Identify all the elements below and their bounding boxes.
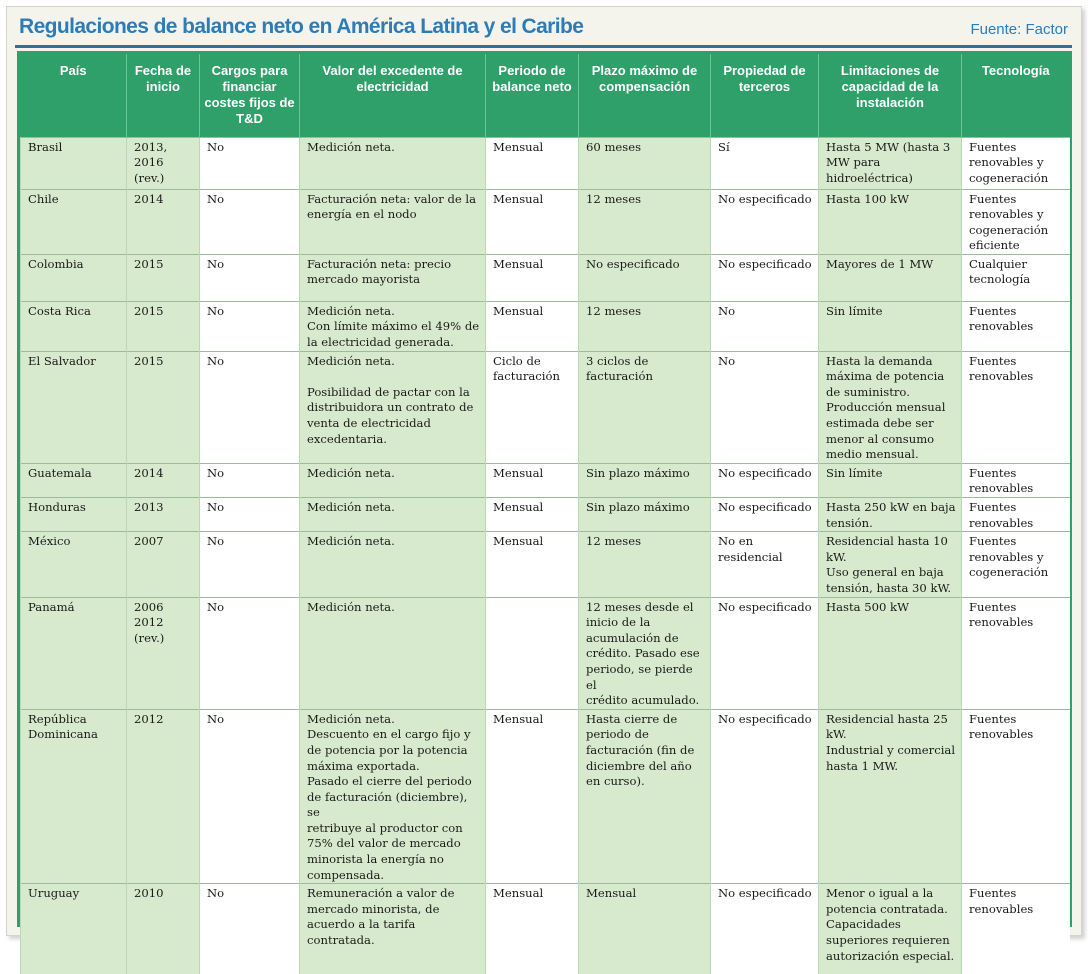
- column-header-valor: Valor del excedente de electricidad: [300, 54, 486, 137]
- cell-valor: Medición neta.: [300, 463, 486, 497]
- cell-fecha: 2015: [127, 254, 200, 301]
- infographic-frame: [6, 6, 1082, 963]
- column-header-limitaciones: Limitaciones de capacidad de la instalación: [819, 54, 962, 137]
- cell-plazo: 12 meses: [579, 532, 711, 597]
- table-row: [21, 709, 1070, 884]
- cell-tecnologia: Fuentes renovables: [962, 463, 1070, 497]
- cell-tecnologia: Cualquier tecnología: [962, 254, 1070, 301]
- cell-propiedad: No: [711, 351, 819, 463]
- cell-pais: Guatemala: [21, 463, 127, 497]
- cell-propiedad: No especificado: [711, 189, 819, 254]
- cell-cargos: No: [200, 709, 300, 884]
- cell-propiedad: No: [711, 301, 819, 351]
- cell-tecnologia: Fuentes renovables: [962, 884, 1070, 974]
- cell-cargos: No: [200, 189, 300, 254]
- cell-limitaciones: Hasta 100 kW: [819, 189, 962, 254]
- cell-fecha: 2006 2012 (rev.): [127, 597, 200, 709]
- cell-propiedad: No especificado: [711, 709, 819, 884]
- column-header-cargos: Cargos para financiar costes fijos de T&D: [200, 54, 300, 137]
- table-row: [21, 137, 1070, 189]
- cell-periodo: Mensual: [486, 254, 579, 301]
- cell-plazo: Hasta cierre de periodo de facturación (fin de diciembre del año en curso).: [579, 709, 711, 884]
- table-row: [21, 351, 1070, 463]
- cell-limitaciones: Sin límite: [819, 301, 962, 351]
- cell-periodo: Mensual: [486, 463, 579, 497]
- cell-plazo: 60 meses: [579, 137, 711, 189]
- cell-cargos: No: [200, 532, 300, 597]
- cell-cargos: No: [200, 884, 300, 974]
- table-row: [21, 532, 1070, 597]
- regulations-table-wrapper: [17, 51, 1072, 963]
- cell-periodo: Ciclo de facturación: [486, 351, 579, 463]
- cell-limitaciones: Residencial hasta 10 kW. Uso general en baja tensión, hasta 30 kW.: [819, 532, 962, 597]
- cell-valor: Remuneración a valor de mercado minorista, de acuerdo a la tarifa contratada.: [300, 884, 486, 974]
- column-header-fecha: Fecha de inicio: [127, 54, 200, 137]
- cell-propiedad: Sí: [711, 137, 819, 189]
- cell-plazo: 12 meses desde el inicio de la acumulación de crédito. Pasado ese periodo, se pierde el crédito acumulado.: [579, 597, 711, 709]
- column-header-pais: País: [21, 54, 127, 137]
- cell-periodo: Mensual: [486, 532, 579, 597]
- regulations-table: [20, 54, 1070, 974]
- cell-cargos: No: [200, 463, 300, 497]
- table-row: [21, 597, 1070, 709]
- cell-plazo: Sin plazo máximo: [579, 463, 711, 497]
- table-row: [21, 463, 1070, 497]
- cell-pais: Panamá: [21, 597, 127, 709]
- cell-pais: Honduras: [21, 498, 127, 532]
- cell-pais: Brasil: [21, 137, 127, 189]
- source-credit: Fuente: Factor: [970, 21, 1068, 38]
- cell-fecha: 2015: [127, 351, 200, 463]
- cell-tecnologia: Fuentes renovables y cogeneración: [962, 532, 1070, 597]
- cell-valor: Medición neta.: [300, 532, 486, 597]
- cell-valor: Medición neta.: [300, 498, 486, 532]
- cell-pais: Chile: [21, 189, 127, 254]
- table-body: [21, 137, 1070, 974]
- cell-valor: Medición neta.: [300, 137, 486, 189]
- cell-plazo: Sin plazo máximo: [579, 498, 711, 532]
- cell-tecnologia: Fuentes renovables y cogeneración eficiente: [962, 189, 1070, 254]
- table-row: [21, 189, 1070, 254]
- cell-valor: Facturación neta: precio mercado mayorista: [300, 254, 486, 301]
- cell-propiedad: No especificado: [711, 254, 819, 301]
- cell-plazo: 12 meses: [579, 189, 711, 254]
- cell-propiedad: No en residencial: [711, 532, 819, 597]
- cell-plazo: 3 ciclos de facturación: [579, 351, 711, 463]
- cell-periodo: Mensual: [486, 189, 579, 254]
- cell-cargos: No: [200, 254, 300, 301]
- cell-fecha: 2015: [127, 301, 200, 351]
- cell-pais: Colombia: [21, 254, 127, 301]
- cell-fecha: 2014: [127, 463, 200, 497]
- cell-pais: México: [21, 532, 127, 597]
- cell-limitaciones: Menor o igual a la potencia contratada. Capacidades superiores requieren autorización especial.: [819, 884, 962, 974]
- cell-periodo: Mensual: [486, 884, 579, 974]
- cell-periodo: Mensual: [486, 137, 579, 189]
- cell-cargos: No: [200, 498, 300, 532]
- cell-propiedad: No especificado: [711, 597, 819, 709]
- page-title: Regulaciones de balance neto en América Latina y el Caribe: [19, 15, 584, 38]
- cell-periodo: Mensual: [486, 498, 579, 532]
- column-header-tecnologia: Tecnología: [962, 54, 1070, 137]
- column-header-plazo: Plazo máximo de compensación: [579, 54, 711, 137]
- cell-pais: El Salvador: [21, 351, 127, 463]
- cell-plazo: Mensual: [579, 884, 711, 974]
- cell-valor: Medición neta. Con límite máximo el 49% de la electricidad generada.: [300, 301, 486, 351]
- cell-propiedad: No especificado: [711, 884, 819, 974]
- cell-tecnologia: Fuentes renovables: [962, 498, 1070, 532]
- cell-valor: Medición neta.: [300, 597, 486, 709]
- cell-limitaciones: Hasta 250 kW en baja tensión.: [819, 498, 962, 532]
- cell-valor: Medición neta. Descuento en el cargo fijo y de potencia por la potencia máxima exportada. Pasado el cierre del periodo de facturación (diciembre), se retribuye al productor con 75% del valor de mercado minorista la energía no compensada.: [300, 709, 486, 884]
- cell-propiedad: No especificado: [711, 498, 819, 532]
- cell-tecnologia: Fuentes renovables: [962, 597, 1070, 709]
- cell-limitaciones: Hasta 5 MW (hasta 3 MW para hidroeléctrica): [819, 137, 962, 189]
- cell-fecha: 2013, 2016 (rev.): [127, 137, 200, 189]
- cell-cargos: No: [200, 137, 300, 189]
- cell-plazo: No especificado: [579, 254, 711, 301]
- cell-limitaciones: Hasta 500 kW: [819, 597, 962, 709]
- cell-cargos: No: [200, 597, 300, 709]
- cell-plazo: 12 meses: [579, 301, 711, 351]
- cell-periodo: Mensual: [486, 709, 579, 884]
- cell-fecha: 2010: [127, 884, 200, 974]
- cell-limitaciones: Sin límite: [819, 463, 962, 497]
- cell-tecnologia: Fuentes renovables: [962, 301, 1070, 351]
- cell-limitaciones: Mayores de 1 MW: [819, 254, 962, 301]
- cell-cargos: No: [200, 301, 300, 351]
- column-header-propiedad: Propiedad de terceros: [711, 54, 819, 137]
- cell-periodo: [486, 597, 579, 709]
- cell-valor: Medición neta. Posibilidad de pactar con la distribuidora un contrato de venta de electricidad excedentaria.: [300, 351, 486, 463]
- table-row: [21, 884, 1070, 974]
- cell-fecha: 2012: [127, 709, 200, 884]
- cell-pais: Costa Rica: [21, 301, 127, 351]
- cell-limitaciones: Residencial hasta 25 kW. Industrial y comercial hasta 1 MW.: [819, 709, 962, 884]
- cell-valor: Facturación neta: valor de la energía en el nodo: [300, 189, 486, 254]
- table-row: [21, 498, 1070, 532]
- cell-tecnologia: Fuentes renovables: [962, 709, 1070, 884]
- cell-cargos: No: [200, 351, 300, 463]
- column-header-periodo: Periodo de balance neto: [486, 54, 579, 137]
- table-row: [21, 254, 1070, 301]
- cell-limitaciones: Hasta la demanda máxima de potencia de suministro. Producción mensual estimada debe ser menor al consumo medio mensual.: [819, 351, 962, 463]
- table-row: [21, 301, 1070, 351]
- cell-tecnologia: Fuentes renovables y cogeneración: [962, 137, 1070, 189]
- cell-tecnologia: Fuentes renovables: [962, 351, 1070, 463]
- cell-fecha: 2007: [127, 532, 200, 597]
- title-bar: [15, 11, 1072, 48]
- cell-periodo: Mensual: [486, 301, 579, 351]
- table-header-row: [21, 54, 1070, 137]
- cell-fecha: 2014: [127, 189, 200, 254]
- cell-pais: Uruguay: [21, 884, 127, 974]
- cell-pais: República Dominicana: [21, 709, 127, 884]
- cell-propiedad: No especificado: [711, 463, 819, 497]
- cell-fecha: 2013: [127, 498, 200, 532]
